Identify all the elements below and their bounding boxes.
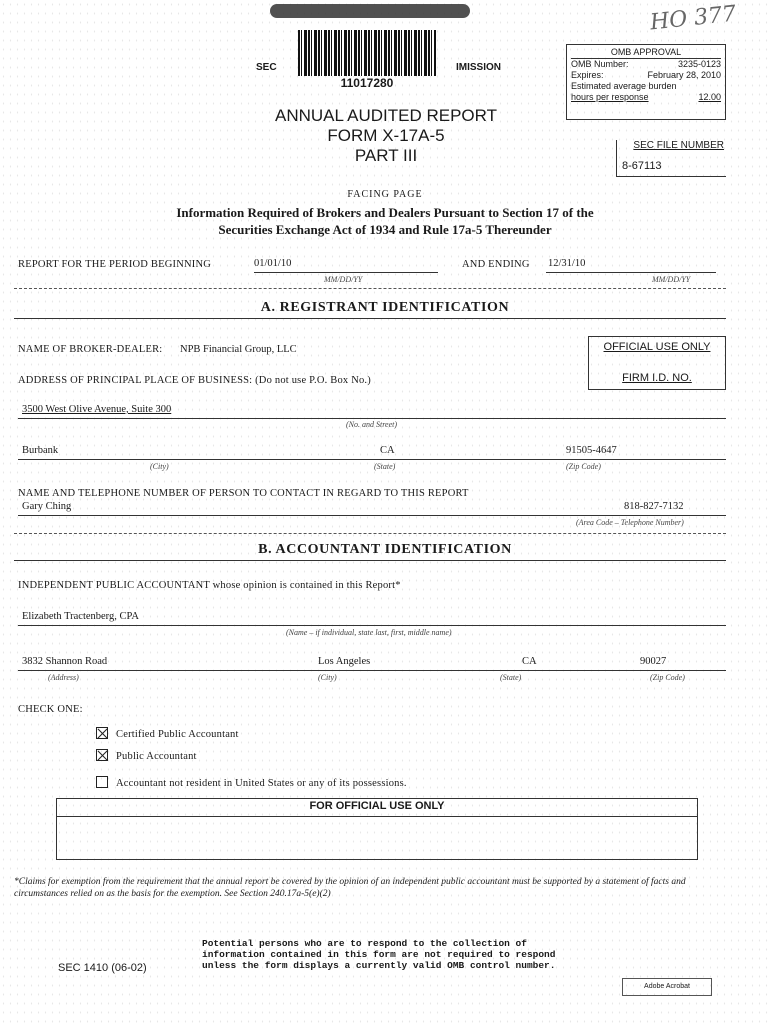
official-use-only-box [56, 798, 698, 860]
check-one-label: CHECK ONE: [18, 704, 83, 715]
omb-expires-value: February 28, 2010 [647, 70, 721, 80]
omb-expires-label: Expires: [571, 70, 604, 80]
zip-value[interactable]: 91505-4647 [566, 445, 617, 456]
facing-line-1: Information Required of Brokers and Dealers Pursuant to Section 17 of the [176, 205, 594, 220]
facing-line-2: Securities Exchange Act of 1934 and Rule 17a-5 Thereunder [218, 222, 552, 237]
option-cpa-label: Certified Public Accountant [116, 729, 239, 740]
facing-page-title: FACING PAGE [347, 189, 423, 200]
omb-burden-line1: Estimated average burden [571, 81, 677, 91]
section-b-heading: B. ACCOUNTANT IDENTIFICATION [258, 542, 512, 557]
form-id: SEC 1410 (06-02) [58, 962, 147, 974]
accountant-name-hint: (Name – if individual, state last, first, middle name) [286, 628, 452, 637]
period-begin-hint: MM/DD/YY [324, 275, 363, 284]
handwritten-note: HO 377 [648, 1, 738, 36]
option-cpa[interactable] [96, 727, 239, 740]
acct-city-hint: (City) [318, 673, 337, 682]
accountant-label: INDEPENDENT PUBLIC ACCOUNTANT whose opinion is contained in this Report* [18, 580, 401, 591]
stamp-smudge [270, 4, 470, 18]
sec-file-value: 8-67113 [622, 160, 662, 172]
option-nonresident[interactable] [96, 776, 407, 789]
omb-number-label: OMB Number: [571, 59, 629, 69]
street-value[interactable]: 3500 West Olive Avenue, Suite 300 [22, 404, 172, 415]
omb-number-value: 3235-0123 [677, 59, 721, 69]
acct-state-value[interactable]: CA [522, 656, 537, 667]
sec-text-left: SEC [256, 62, 277, 73]
firm-id-label: FIRM I.D. NO. [622, 372, 692, 384]
city-value[interactable]: Burbank [22, 445, 59, 456]
acct-address-hint: (Address) [48, 673, 79, 682]
part-title: PART III [354, 146, 418, 165]
contact-name[interactable]: Gary Ching [22, 501, 72, 512]
contact-label: NAME AND TELEPHONE NUMBER OF PERSON TO CONTACT IN REGARD TO THIS REPORT [18, 488, 469, 499]
period-end-label: AND ENDING [462, 259, 530, 270]
accountant-value[interactable]: Elizabeth Tractenberg, CPA [22, 611, 139, 622]
official-use-box [588, 336, 726, 390]
omb-title: OMB APPROVAL [571, 47, 721, 59]
omb-notice-line1: Potential persons who are to respond to the collection of [202, 938, 527, 949]
period-begin-label: REPORT FOR THE PERIOD BEGINNING [18, 259, 212, 270]
option-pa[interactable] [96, 749, 197, 762]
checkbox-nonresident[interactable] [96, 776, 108, 788]
broker-value[interactable]: NPB Financial Group, LLC [180, 344, 297, 355]
sec-file-label: SEC FILE NUMBER [633, 140, 724, 151]
omb-notice-line3: unless the form displays a currently valid OMB control number. [202, 960, 556, 971]
option-nonresident-label: Accountant not resident in United States or any of its possessions. [116, 778, 407, 789]
checkbox-cpa[interactable] [96, 727, 108, 739]
form-title: FORM X-17A-5 [327, 126, 445, 145]
period-begin-value[interactable]: 01/01/10 [254, 258, 292, 269]
address-label: ADDRESS OF PRINCIPAL PLACE OF BUSINESS: (Do not use P.O. Box No.) [18, 375, 371, 386]
omb-notice-line2: information contained in this form are not required to respond [202, 949, 556, 960]
barcode [298, 30, 436, 76]
state-value[interactable]: CA [380, 445, 395, 456]
section-a-heading: A. REGISTRANT IDENTIFICATION [260, 300, 510, 315]
acct-zip-value[interactable]: 90027 [640, 656, 667, 667]
acct-address-value[interactable]: 3832 Shannon Road [22, 656, 108, 667]
acct-state-hint: (State) [500, 673, 522, 682]
period-end-hint: MM/DD/YY [652, 275, 691, 284]
barcode-number: 11017280 [340, 76, 394, 90]
broker-label: NAME OF BROKER-DEALER: [18, 344, 163, 355]
acct-city-value[interactable]: Los Angeles [318, 656, 371, 667]
omb-burden-label: hours per response [571, 92, 649, 102]
omb-notice [202, 938, 602, 971]
street-hint: (No. and Street) [346, 420, 398, 429]
option-pa-label: Public Accountant [116, 751, 197, 762]
zip-hint: (Zip Code) [566, 462, 601, 471]
checkbox-pa[interactable] [96, 749, 108, 761]
report-title: ANNUAL AUDITED REPORT [275, 106, 497, 125]
period-end-value[interactable]: 12/31/10 [548, 258, 586, 269]
contact-phone[interactable]: 818-827-7132 [624, 501, 684, 512]
phone-hint: (Area Code – Telephone Number) [576, 518, 684, 527]
footnote: *Claims for exemption from the requirement that the annual report be covered by the opinion of an independent public accountant must be supported by a statement of facts and circumstances relied on as the basis for the exemption. See Section 240.17a-5(e)(2) [14, 877, 686, 899]
footer-stamp: Adobe Acrobat [622, 978, 712, 996]
official-use-only-title: FOR OFFICIAL USE ONLY [309, 800, 445, 812]
sec-text-right: IMISSION [456, 62, 502, 73]
city-hint: (City) [150, 462, 169, 471]
state-hint: (State) [374, 462, 396, 471]
official-use-label: OFFICIAL USE ONLY [603, 341, 711, 353]
omb-approval-box [566, 44, 726, 120]
omb-burden-value: 12.00 [698, 92, 721, 102]
acct-zip-hint: (Zip Code) [650, 673, 685, 682]
